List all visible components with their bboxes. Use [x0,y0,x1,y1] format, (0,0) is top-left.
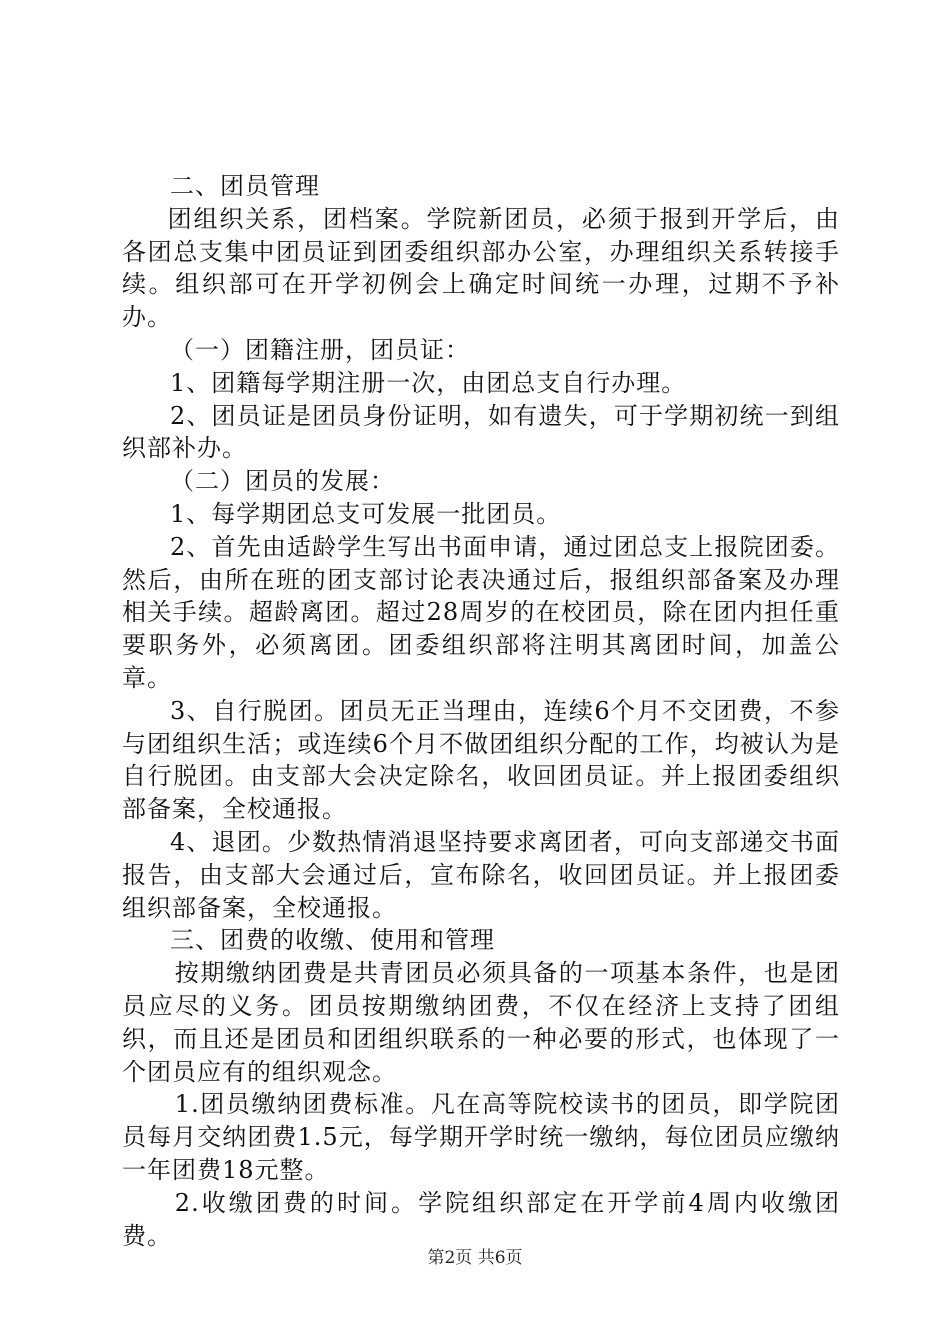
paragraph: 团组织关系，团档案。学院新团员，必须于报到开学后，由各团总支集中团员证到团委组织部办公室，办理组织关系转接手续。组织部可在开学初例会上确定时间统一办理，过期不予补办。 [122,204,840,332]
paragraph: 2、首先由适龄学生写出书面申请，通过团总支上报院团委。然后，由所在班的团支部讨论表决通过后，报组织部备案及办理相关手续。超龄离团。超过28周岁的在校团员，除在团内担任重要职务外，必须离团。团委组织部将注明其离团时间，加盖公章。 [122,532,840,692]
paragraph: 2.收缴团费的时间。学院组织部定在开学前4周内收缴团费。 [122,1188,840,1250]
paragraph: 三、团费的收缴、使用和管理 [170,926,495,955]
paragraph: 3、自行脱团。团员无正当理由，连续6个月不交团费，不参与团组织生活；或连续6个月不做团组织分配的工作，均被认为是自行脱团。由支部大会决定除名，收回团员证。并上报团委组织部备案，全校通报。 [122,696,840,824]
paragraph: （一）团籍注册，团员证： [170,335,470,364]
page-footer: 第2页 共6页 [427,1248,523,1268]
document-body [122,170,840,1252]
paragraph: 1、每学期团总支可发展一批团员。 [170,499,562,528]
paragraph: 1、团籍每学期注册一次，由团总支自行办理。 [170,368,687,397]
paragraph: 2、团员证是团员身份证明，如有遗失，可于学期初统一到组织部补办。 [122,401,840,463]
paragraph: 1.团员缴纳团费标准。凡在高等院校读书的团员，即学院团员每月交纳团费1.5元，每学期开学时统一缴纳，每位团员应缴纳一年团费18元整。 [122,1090,840,1184]
paragraph: 二、团员管理 [170,172,320,200]
paragraph: 按期缴纳团费是共青团员必须具备的一项基本条件，也是团员应尽的义务。团员按期缴纳团费，不仅在经济上支持了团组织，而且还是团员和团组织联系的一种必要的形式，也体现了一个团员应有的组织观念。 [122,959,840,1086]
paragraph: （二）团员的发展： [170,467,395,496]
paragraph: 4、退团。少数热情消退坚持要求离团者，可向支部递交书面报告，由支部大会通过后，宣布除名，收回团员证。并上报团委组织部备案，全校通报。 [122,827,840,922]
